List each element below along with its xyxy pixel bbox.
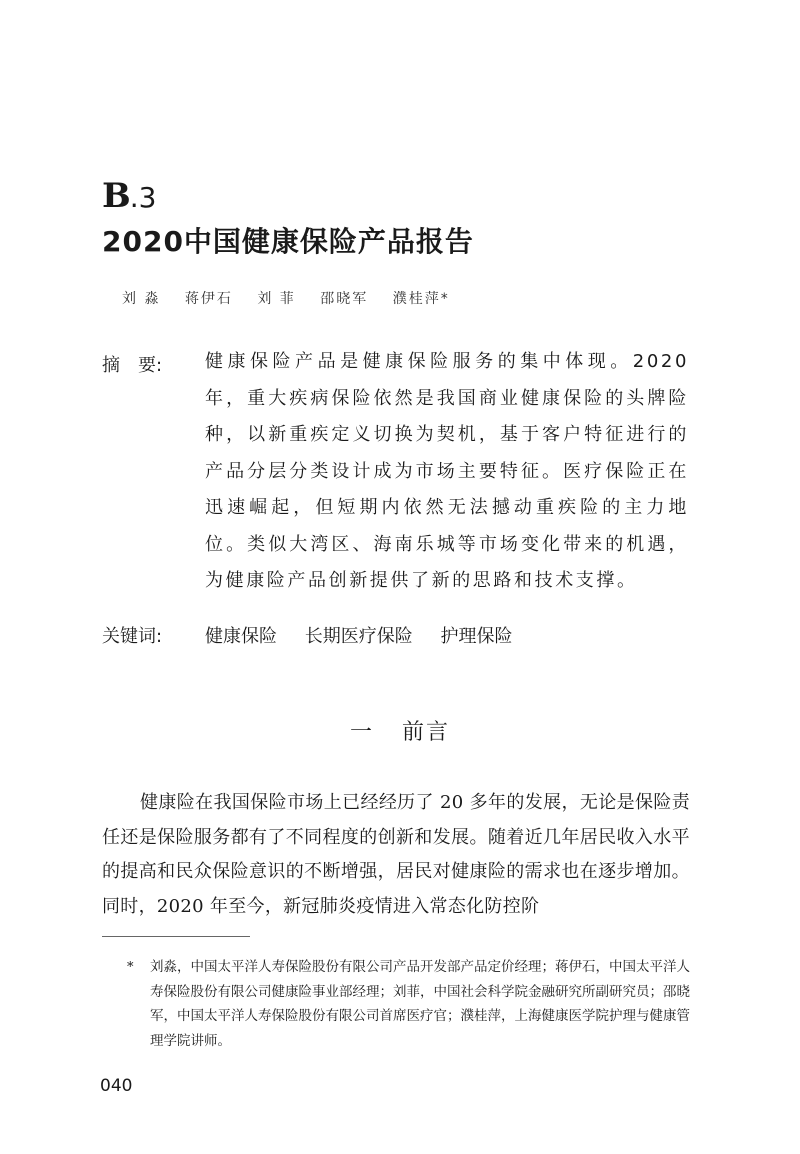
author: 刘 淼 [122,291,161,307]
chapter-digit: .3 [129,181,157,214]
author: 濮桂萍* [392,291,450,307]
page-number: 040 [100,1076,133,1096]
keyword: 长期医疗保险 [304,626,413,647]
abstract-text: 健康保险产品是健康保险服务的集中体现。2020年，重大疾病保险依然是我国商业健康保险的头牌险种，以新重疾定义切换为契机，基于客户特征进行的产品分层分类设计成为市场主要特征。医疗保险正在迅速崛起，但短期内依然无法撼动重疾险的主力地位。类似大湾区、海南乐城等市场变化带来的机遇，为健康险产品创新提供了新的思路和技术支撑。 [205,351,689,591]
author: 刘 菲 [257,291,296,307]
author: 邵晓军 [320,291,369,307]
section-number: 一 [349,720,374,745]
keywords-label: 关键词: [102,626,163,647]
footnote-divider [102,936,250,937]
section-title: 前言 [402,720,451,745]
keyword: 健康保险 [205,626,277,647]
keyword: 护理保险 [440,626,513,647]
report-title: 2020中国健康保险产品报告 [102,225,474,258]
author: 蒋伊石 [184,291,233,307]
chapter-number [102,178,156,216]
author-list [122,288,468,308]
body-paragraph: 健康险在我国保险市场上已经经历了 20 多年的发展，无论是保险责任还是保险服务都有了不同程度的创新和发展。随着近几年居民收入水平的提高和民众保险意识的不断增强，居民对健康险的需求也在逐步增加。同时，2020 年至今，新冠肺炎疫情进入常态化防控阶 [102,792,690,917]
section-heading [0,715,800,746]
footnote-marker: * [127,960,134,975]
keywords-list [205,622,534,648]
abstract-label: 摘 要: [102,355,163,376]
chapter-letter: B [102,176,130,216]
footnote-text: 刘淼，中国太平洋人寿保险股份有限公司产品开发部产品定价经理；蒋伊石，中国太平洋人寿保险股份有限公司健康险事业部经理；刘菲，中国社会科学院金融研究所副研究员；邵晓军，中国太平洋人寿保险股份有限公司首席医疗官；濮桂萍，上海健康医学院护理与健康管理学院讲师。 [150,959,690,1049]
